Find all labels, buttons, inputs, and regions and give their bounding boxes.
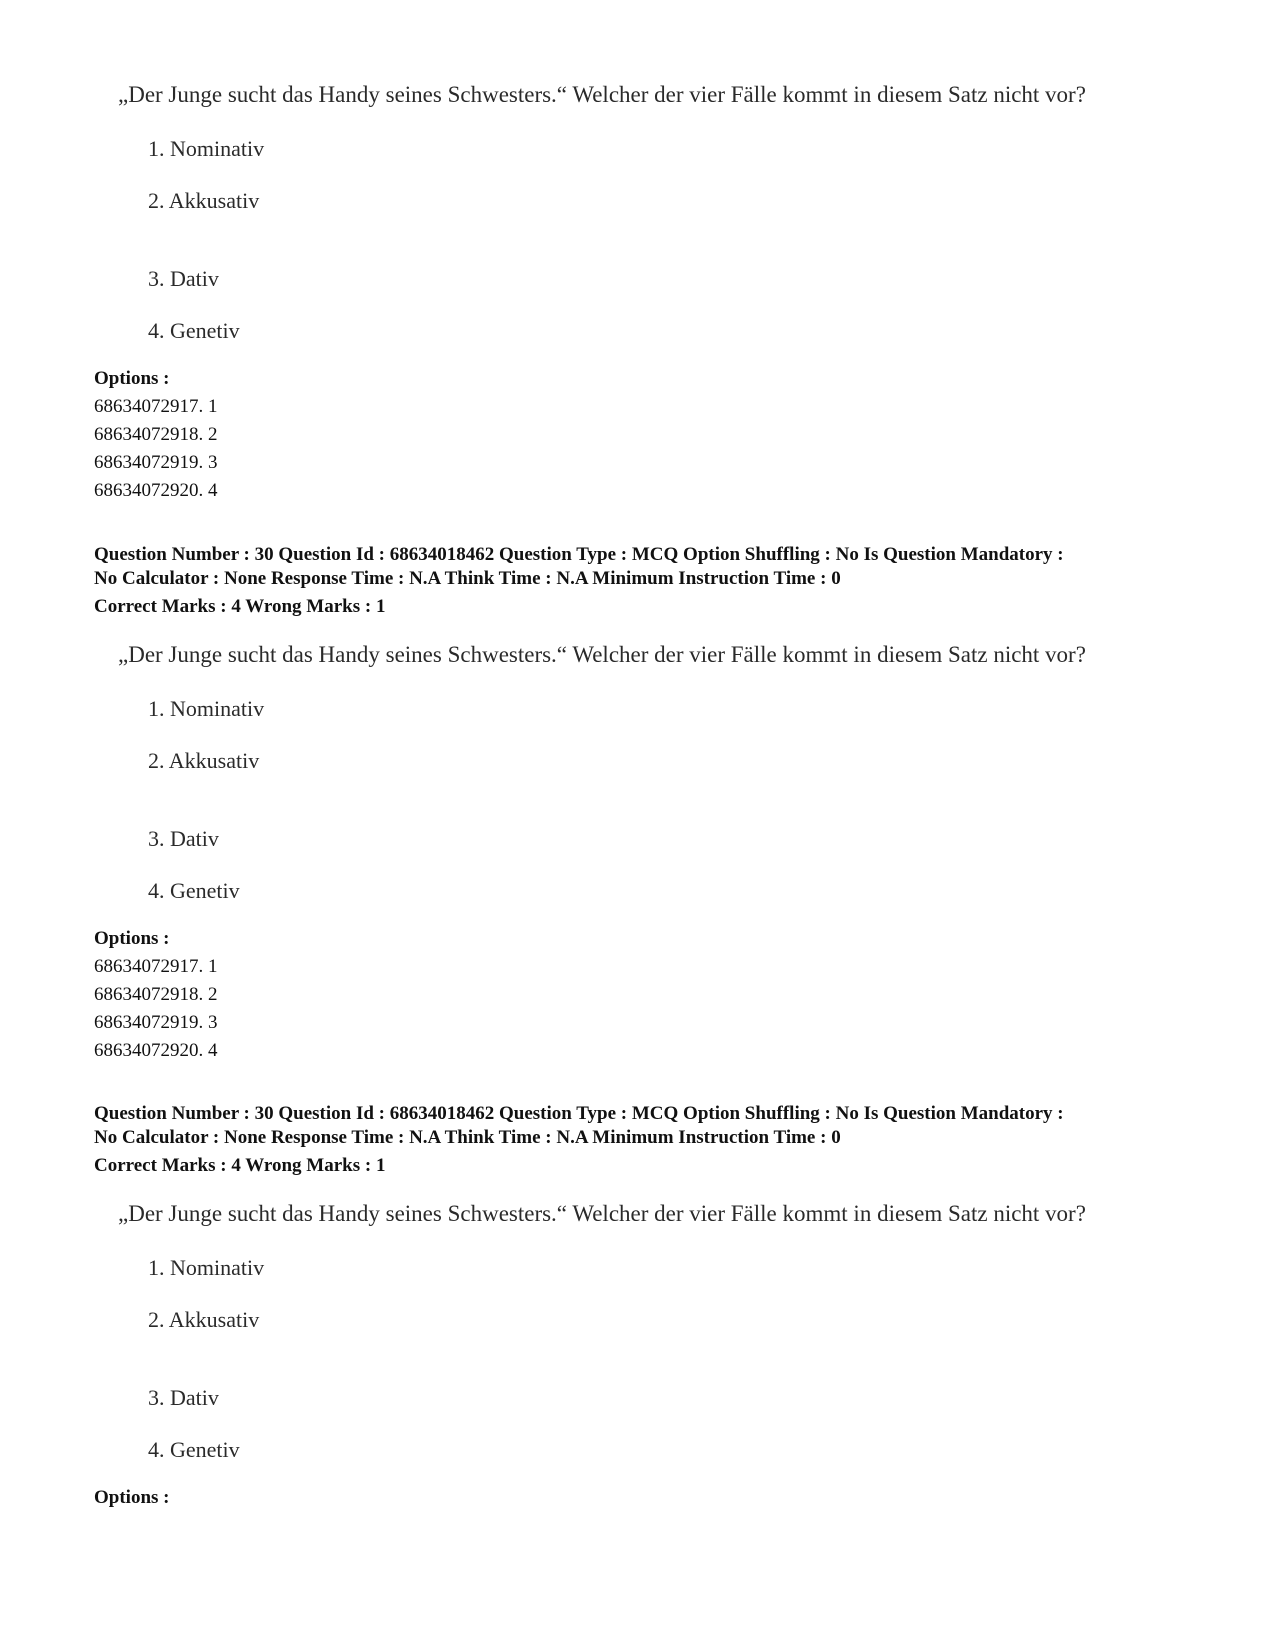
option-item: 68634072918. 2 [94, 424, 218, 445]
question-meta [94, 1102, 1214, 1178]
choice-item: 3. Dativ [148, 826, 219, 851]
choice-item: 4. Genetiv [148, 1437, 240, 1462]
question-meta-line: No Calculator : None Response Time : N.A Think Time : N.A Minimum Instruction Time : 0 [94, 1127, 841, 1148]
question-text: „Der Junge sucht das Handy seines Schwesters.“ Welcher der vier Fälle kommt in diesem Satz nicht vor? [118, 1201, 1086, 1226]
choice-item: 2. Akkusativ [148, 188, 260, 213]
options-label: Options : [94, 368, 170, 389]
choice-item: 4. Genetiv [148, 878, 240, 903]
marks-line: Correct Marks : 4 Wrong Marks : 1 [94, 1155, 386, 1176]
option-item: 68634072920. 4 [94, 480, 218, 501]
question-meta [94, 543, 1214, 619]
choice-item: 1. Nominativ [148, 696, 265, 721]
marks-line: Correct Marks : 4 Wrong Marks : 1 [94, 596, 386, 617]
question-meta-line: No Calculator : None Response Time : N.A Think Time : N.A Minimum Instruction Time : 0 [94, 568, 841, 589]
option-item: 68634072918. 2 [94, 984, 218, 1005]
question-meta-line: Question Number : 30 Question Id : 68634018462 Question Type : MCQ Option Shuffling : No Is Question Mandatory : [94, 1103, 1064, 1124]
question-meta-line: Question Number : 30 Question Id : 68634018462 Question Type : MCQ Option Shuffling : No Is Question Mandatory : [94, 544, 1064, 565]
choice-item: 3. Dativ [148, 1385, 219, 1410]
options-label: Options : [94, 928, 170, 949]
options-label: Options : [94, 1487, 170, 1508]
option-item: 68634072917. 1 [94, 396, 218, 417]
choice-item: 4. Genetiv [148, 318, 240, 343]
option-item: 68634072919. 3 [94, 452, 218, 473]
choice-item: 1. Nominativ [148, 1255, 265, 1280]
option-item: 68634072919. 3 [94, 1012, 218, 1033]
choice-item: 2. Akkusativ [148, 1307, 260, 1332]
option-item: 68634072920. 4 [94, 1040, 218, 1061]
question-text: „Der Junge sucht das Handy seines Schwesters.“ Welcher der vier Fälle kommt in diesem Satz nicht vor? [118, 642, 1086, 667]
question-text: „Der Junge sucht das Handy seines Schwesters.“ Welcher der vier Fälle kommt in diesem Satz nicht vor? [118, 82, 1086, 107]
option-item: 68634072917. 1 [94, 956, 218, 977]
choice-item: 3. Dativ [148, 266, 219, 291]
choice-item: 1. Nominativ [148, 136, 265, 161]
choice-item: 2. Akkusativ [148, 748, 260, 773]
